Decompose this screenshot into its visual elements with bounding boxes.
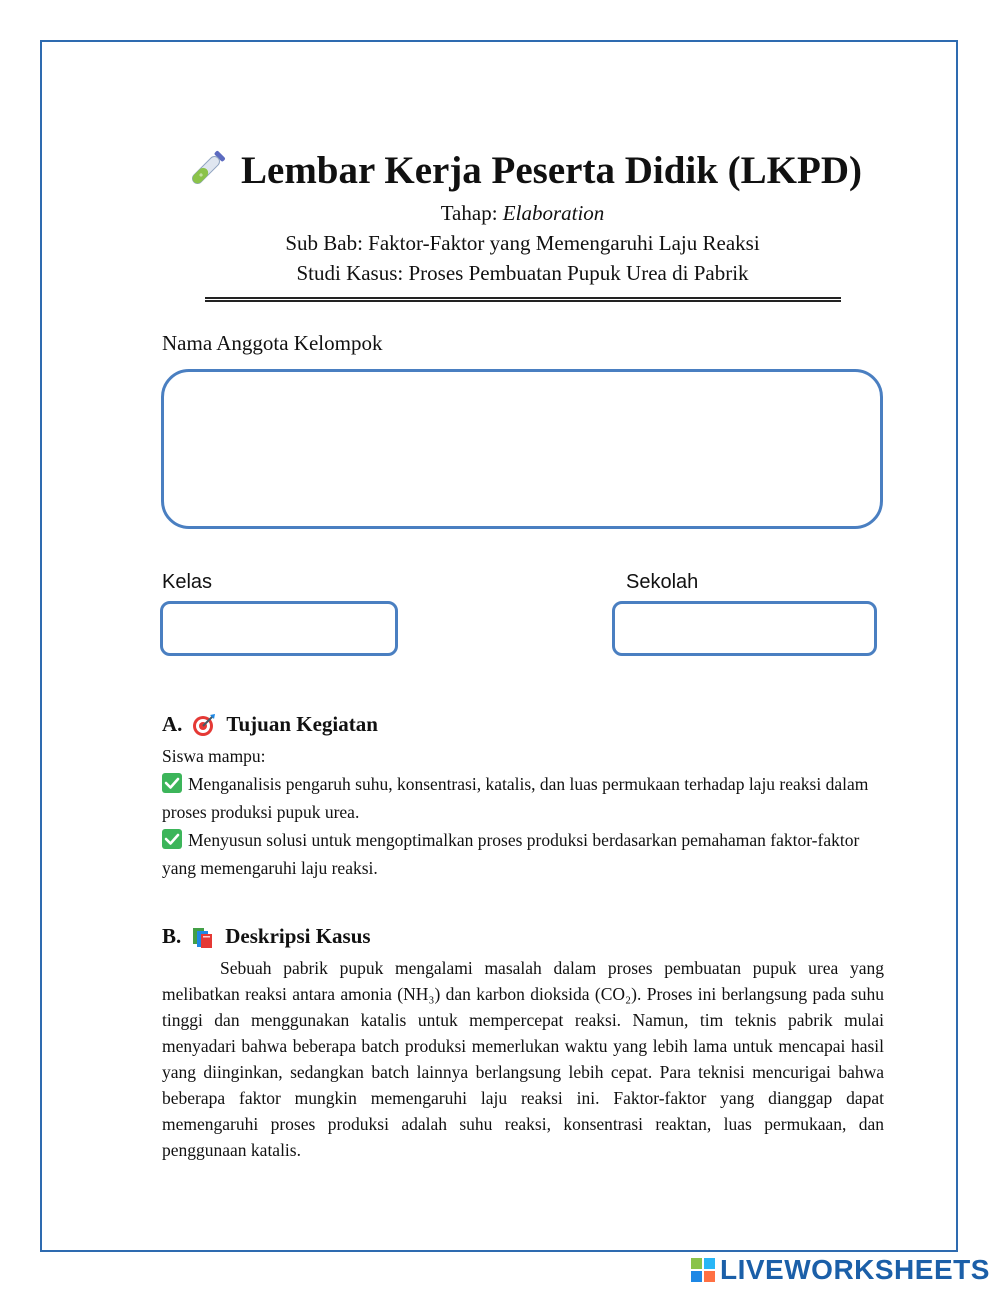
liveworksheets-brand	[690, 1254, 990, 1286]
objective-text: Menyusun solusi untuk mengoptimalkan proses produksi berdasarkan pemahaman faktor-faktor yang memengaruhi laju reaksi.	[162, 830, 860, 878]
section-a-heading	[162, 712, 378, 737]
check-icon	[162, 829, 182, 849]
section-b-heading	[162, 924, 371, 949]
stage-line	[160, 201, 885, 226]
section-b-letter: B.	[162, 924, 182, 948]
group-members-label: Nama Anggota Kelompok	[162, 331, 383, 355]
class-label: Kelas	[162, 571, 213, 593]
stage-value: Elaboration	[502, 201, 605, 225]
school-input[interactable]	[612, 601, 877, 656]
objective-item-2	[162, 827, 884, 882]
page-title: Lembar Kerja Peserta Didik (LKPD)	[241, 148, 862, 192]
check-icon	[162, 773, 182, 793]
test-tube-icon	[183, 147, 229, 193]
group-members-input[interactable]	[161, 369, 883, 529]
section-a-title: Tujuan Kegiatan	[226, 712, 378, 736]
school-label: Sekolah	[626, 571, 699, 593]
books-icon	[191, 925, 215, 949]
liveworksheets-logo-icon	[690, 1257, 716, 1283]
section-a-letter: A.	[162, 712, 183, 736]
objective-text: Menganalisis pengaruh suhu, konsentrasi, katalis, dan luas permukaan terhadap laju reaksi dalam proses produksi pupuk urea.	[162, 774, 869, 822]
objective-item-1	[162, 771, 884, 826]
case-study-line: Studi Kasus: Proses Pembuatan Pupuk Urea di Pabrik	[296, 261, 749, 285]
case-description: Sebuah pabrik pupuk mengalami masalah dalam proses pembuatan pupuk urea yang melibatkan reaksi antara amonia (NH₃) dan karbon dioksida (CO₂). Proses ini berlangsung pada suhu tinggi dan menggunakan katalis untuk mempercepat reaksi. Namun, tim teknis pabrik mulai menyadari bahwa beberapa batch produksi memerlukan waktu yang lebih lama untuk mencapai hasil yang diinginkan, sedangkan batch lainnya berlangsung lebih cepat. Para teknisi mencurigai bahwa beberapa faktor mungkin memengaruhi laju reaksi ini. Faktor-faktor yang dianggap dapat memengaruhi proses produksi adalah suhu reaksi, konsentrasi reaktan, luas permukaan, dan penggunaan katalis.	[162, 958, 884, 1160]
header-divider	[205, 297, 841, 302]
class-input[interactable]	[160, 601, 398, 656]
section-b-title: Deskripsi Kasus	[225, 924, 371, 948]
target-icon	[192, 713, 216, 737]
sub-bab-line: Sub Bab: Faktor-Faktor yang Memengaruhi Laju Reaksi	[285, 231, 760, 255]
stage-label: Tahap:	[440, 201, 503, 225]
title-row	[183, 145, 883, 195]
brand-text: LIVEWORKSHEETS	[720, 1254, 990, 1285]
section-a-intro: Siswa mampu:	[162, 746, 266, 766]
